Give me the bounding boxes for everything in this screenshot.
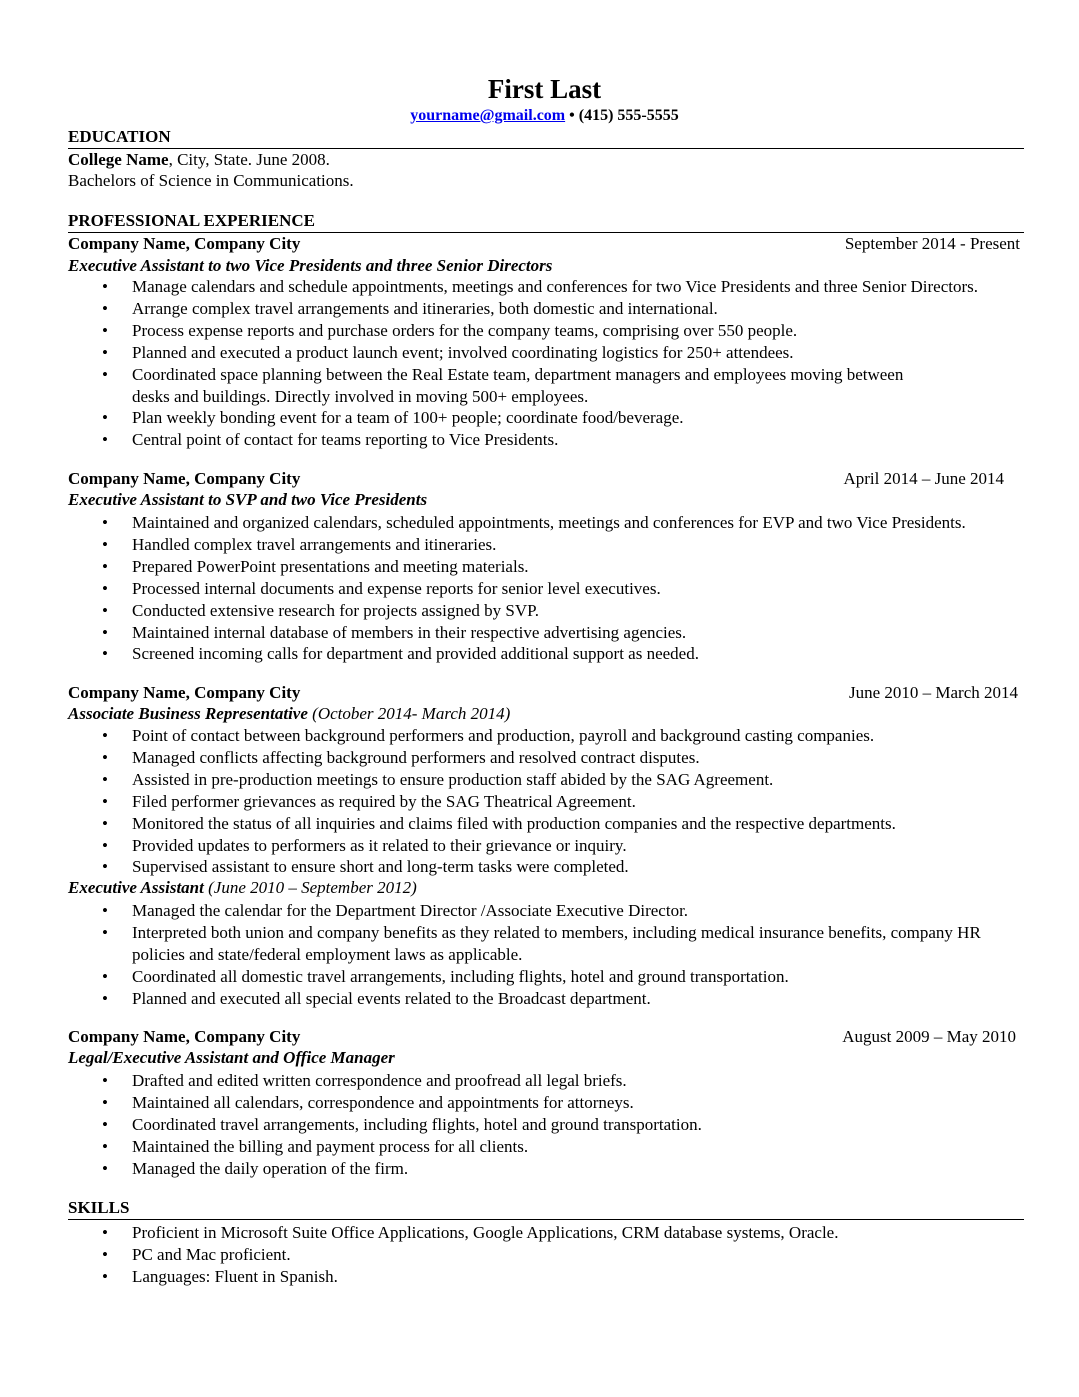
experience-heading: PROFESSIONAL EXPERIENCE xyxy=(68,211,316,230)
education-degree: Bachelors of Science in Communications. xyxy=(68,171,354,190)
list-item: • Manage calendars and schedule appointments, meetings and conferences for two Vice Presidents and three Senior Directors. xyxy=(0,276,978,298)
bullet-continuation: desks and buildings. Directly involved in moving 500+ employees. xyxy=(132,386,589,406)
job-1-title: Executive Assistant to two Vice Presidents and three Senior Directors xyxy=(68,256,553,275)
list-item xyxy=(0,429,978,451)
skills-heading: SKILLS xyxy=(68,1198,130,1217)
list-item: • Monitored the status of all inquiries and claims filed with production companies and the respective departments. xyxy=(0,813,896,835)
job-1-company: Company Name, Company City xyxy=(68,234,301,253)
list-item: • PC and Mac proficient. xyxy=(0,1244,838,1266)
list-item: • Point of contact between background performers and production, payroll and background casting companies. xyxy=(0,725,896,747)
list-item: • Maintained all calendars, correspondence and appointments for attorneys. xyxy=(0,1092,702,1114)
phone-number: (415) 555-5555 xyxy=(578,107,679,124)
list-item xyxy=(0,364,978,408)
list-item: • Arrange complex travel arrangements and itineraries, both domestic and international. xyxy=(0,298,978,320)
job-1-bullets xyxy=(0,276,978,451)
list-item: • Maintained and organized calendars, scheduled appointments, meetings and conferences for EVP and two Vice Presidents. xyxy=(0,512,966,534)
list-item: • Filed performer grievances as required by the SAG Theatrical Agreement. xyxy=(0,791,896,813)
contact-separator: • xyxy=(565,107,579,124)
education-heading: EDUCATION xyxy=(68,127,171,146)
list-item: • Processed internal documents and expense reports for senior level executives. xyxy=(0,578,966,600)
list-item: • Provided updates to performers as it related to their grievance or inquiry. xyxy=(0,835,896,857)
job-3-bullets xyxy=(0,725,896,878)
job-3-title-2 xyxy=(68,878,417,898)
skills-divider xyxy=(68,1219,1024,1220)
bullet-text: Coordinated space planning between the Real Estate team, department managers and employees moving between xyxy=(132,364,904,384)
list-item: • Planned and executed all special events related to the Broadcast department. xyxy=(0,988,981,1010)
email-link[interactable]: yourname@gmail.com xyxy=(410,107,566,124)
job-3-title-text: Associate Business Representative xyxy=(68,704,308,723)
list-item: • Drafted and edited written correspondence and proofread all legal briefs. xyxy=(0,1070,702,1092)
college-name: College Name xyxy=(68,150,169,169)
job-3-title xyxy=(68,704,510,724)
list-item: • Managed the daily operation of the firm. xyxy=(0,1158,702,1180)
job-2-dates: April 2014 – June 2014 xyxy=(843,469,1004,488)
bullet-text: Interpreted both union and company benefits as they related to members, including medical insurance benefits, company HR xyxy=(132,922,981,942)
job-4-title: Legal/Executive Assistant and Office Manager xyxy=(68,1048,395,1067)
list-item: • Screened incoming calls for department and provided additional support as needed. xyxy=(0,643,966,665)
skills-bullets xyxy=(0,1222,838,1288)
job-4-dates: August 2009 – May 2010 xyxy=(842,1027,1016,1046)
list-item: • Languages: Fluent in Spanish. xyxy=(0,1266,838,1288)
job-1-dates: September 2014 - Present xyxy=(844,234,1020,253)
list-item: • Maintained internal database of members in their respective advertising agencies. xyxy=(0,622,966,644)
list-item: • Conducted extensive research for projects assigned by SVP. xyxy=(0,600,966,622)
job-3-dates: June 2010 – March 2014 xyxy=(848,683,1018,702)
job-4-company: Company Name, Company City xyxy=(68,1027,301,1046)
list-item: • Prepared PowerPoint presentations and meeting materials. xyxy=(0,556,966,578)
job-3-title-2-period: (June 2010 – September 2012) xyxy=(203,878,417,897)
list-item: • Assisted in pre-production meetings to ensure production staff abided by the SAG Agreement. xyxy=(0,769,896,791)
education-divider xyxy=(68,148,1024,149)
list-item: • Coordinated all domestic travel arrangements, including flights, hotel and ground transportation. xyxy=(0,966,981,988)
list-item xyxy=(0,922,981,966)
job-4-bullets xyxy=(0,1070,702,1180)
list-item: • Supervised assistant to ensure short and long-term tasks were completed. xyxy=(0,856,896,878)
list-item: • Planned and executed a product launch event; involved coordinating logistics for 250+ attendees. xyxy=(0,342,978,364)
list-item: • Maintained the billing and payment process for all clients. xyxy=(0,1136,702,1158)
bullet-continuation: policies and state/federal employment laws as applicable. xyxy=(132,944,523,964)
job-3-title-period: (October 2014- March 2014) xyxy=(307,704,511,723)
contact-line xyxy=(0,106,1079,126)
list-item: • Plan weekly bonding event for a team of 100+ people; coordinate food/beverage. xyxy=(0,407,978,429)
list-item: • Process expense reports and purchase orders for the company teams, comprising over 550 people. xyxy=(0,320,978,342)
bullet-text: Central point of contact for teams reporting to Vice Presidents. xyxy=(132,430,559,450)
job-3-bullets-2 xyxy=(0,900,981,1010)
list-item: • Handled complex travel arrangements and itineraries. xyxy=(0,534,966,556)
candidate-name: First Last xyxy=(487,74,602,104)
list-item: • Coordinated travel arrangements, including flights, hotel and ground transportation. xyxy=(0,1114,702,1136)
list-item: • Managed the calendar for the Department Director /Associate Executive Director. xyxy=(0,900,981,922)
job-2-bullets xyxy=(0,512,966,665)
job-3-company: Company Name, Company City xyxy=(68,683,301,702)
job-2-company: Company Name, Company City xyxy=(68,469,301,488)
list-item: • Proficient in Microsoft Suite Office Applications, Google Applications, CRM database systems, Oracle. xyxy=(0,1222,838,1244)
college-details: , City, State. June 2008. xyxy=(168,150,330,169)
job-3-title-2-text: Executive Assistant xyxy=(68,878,204,897)
list-item: • Managed conflicts affecting background performers and resolved contract disputes. xyxy=(0,747,896,769)
experience-divider xyxy=(68,232,1024,233)
education-college-line xyxy=(68,150,330,170)
job-2-title: Executive Assistant to SVP and two Vice Presidents xyxy=(68,490,428,509)
